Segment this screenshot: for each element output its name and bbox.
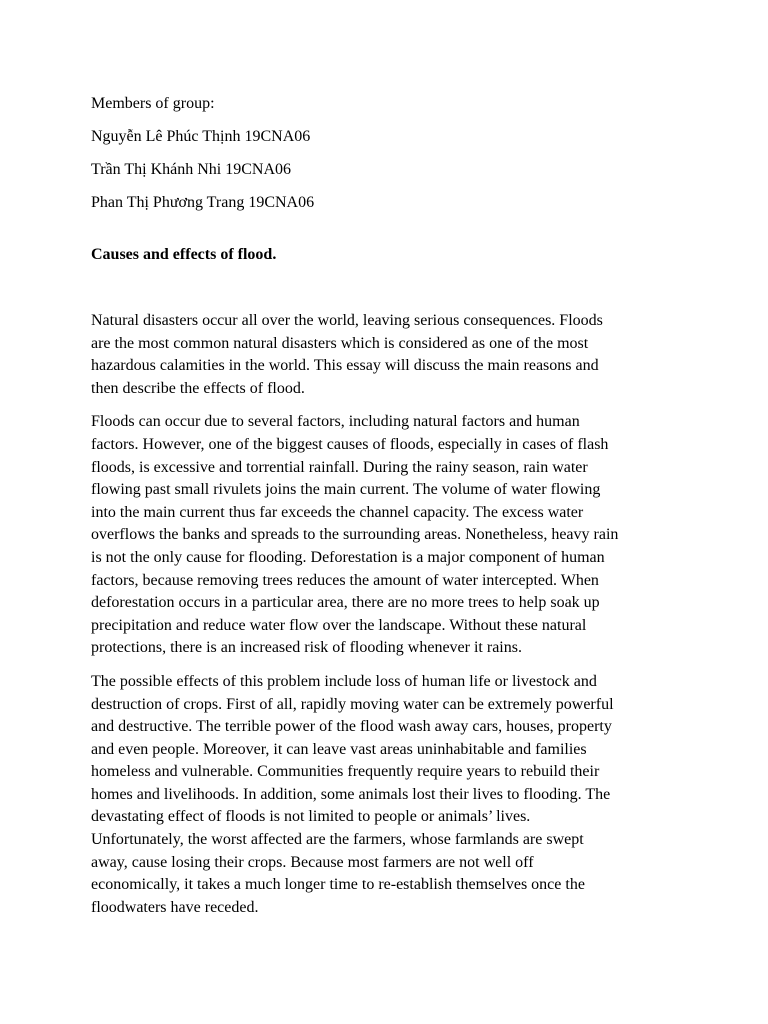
- text-line: is not the only cause for flooding. Deforestation is a major component of human: [91, 548, 605, 566]
- text-line: away, cause losing their crops. Because most farmers are not well off: [91, 853, 534, 871]
- members-heading: Members of group:: [91, 95, 215, 112]
- essay-body: [91, 310, 691, 919]
- text-line: protections, there is an increased risk of flooding whenever it rains.: [91, 639, 522, 657]
- essay-title: Causes and effects of flood.: [91, 246, 277, 263]
- text-line: factors. However, one of the biggest causes of floods, especially in cases of flash: [91, 435, 609, 453]
- text-line: Natural disasters occur all over the world, leaving serious consequences. Floods: [91, 312, 603, 329]
- member-name: Phan Thị Phương Trang 19CNA06: [91, 194, 315, 211]
- essay-paragraph-causes: [91, 411, 691, 660]
- text-line: overflows the banks and spreads to the surrounding areas. Nonetheless, heavy rain: [91, 526, 619, 544]
- text-line: floodwaters have receded.: [91, 898, 259, 916]
- text-line: economically, it takes a much longer time to re-establish themselves once the: [91, 876, 585, 894]
- text-line: are the most common natural disasters which is considered as one of the most: [91, 334, 589, 352]
- text-line: and destructive. The terrible power of the flood wash away cars, houses, property: [91, 718, 612, 736]
- text-line: into the main current thus far exceeds the channel capacity. The excess water: [91, 503, 584, 521]
- text-line: then describe the effects of flood.: [91, 379, 305, 397]
- text-line: flowing past small rivulets joins the main current. The volume of water flowing: [91, 481, 601, 499]
- text-line: The possible effects of this problem include loss of human life or livestock and: [91, 672, 597, 690]
- text-line: devastating effect of floods is not limited to people or animals’ lives.: [91, 808, 531, 826]
- members-section: [91, 93, 691, 214]
- text-line: destruction of crops. First of all, rapidly moving water can be extremely powerful: [91, 695, 614, 713]
- text-line: precipitation and reduce water flow over the landscape. Without these natural: [91, 616, 587, 634]
- text-line: and even people. Moreover, it can leave vast areas uninhabitable and families: [91, 740, 587, 758]
- text-line: factors, because removing trees reduces the amount of water intercepted. When: [91, 571, 599, 589]
- text-line: floods, is excessive and torrential rainfall. During the rainy season, rain water: [91, 458, 588, 476]
- text-line: hazardous calamities in the world. This essay will discuss the main reasons and: [91, 357, 599, 375]
- member-name: Trần Thị Khánh Nhi 19CNA06: [91, 161, 292, 178]
- text-line: homes and livelihoods. In addition, some animals lost their lives to flooding. The: [91, 785, 611, 803]
- text-line: Unfortunately, the worst affected are the farmers, whose farmlands are swept: [91, 831, 584, 849]
- text-line: Floods can occur due to several factors, including natural factors and human: [91, 413, 580, 431]
- essay-paragraph-effects: [91, 671, 691, 920]
- member-name: Nguyễn Lê Phúc Thịnh 19CNA06: [91, 128, 311, 145]
- document-content: [91, 93, 691, 930]
- text-line: homeless and vulnerable. Communities frequently require years to rebuild their: [91, 763, 600, 781]
- text-line: deforestation occurs in a particular area, there are no more trees to help soak up: [91, 594, 600, 612]
- essay-paragraph-intro: [91, 310, 691, 400]
